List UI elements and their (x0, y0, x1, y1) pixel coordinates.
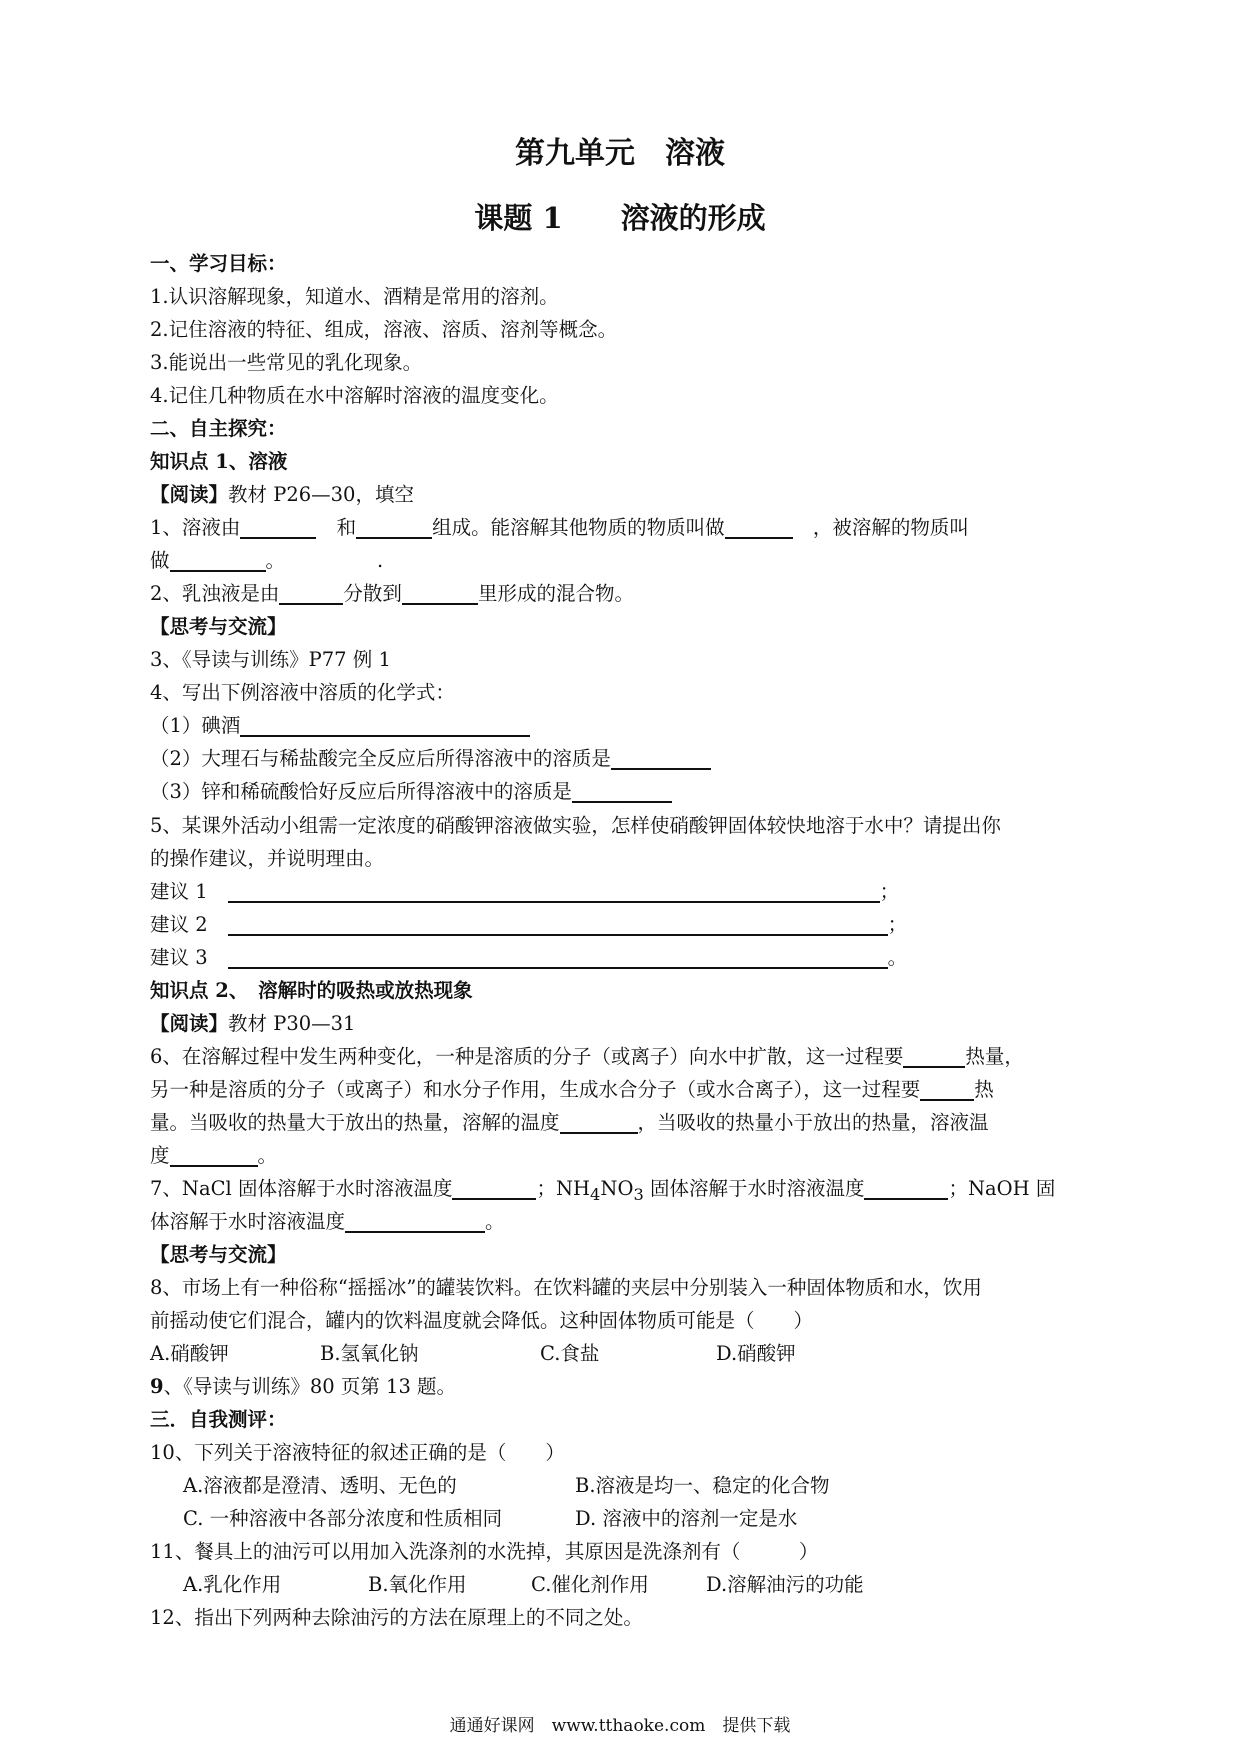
question-1-line-1 (150, 512, 1105, 540)
option-b[interactable]: B.氢氧化钠 (320, 1342, 419, 1365)
option-a[interactable]: A.硝酸钾 (150, 1342, 229, 1365)
q6-text-d: 热 (974, 1078, 994, 1101)
q4-item-3-text: （3）锌和稀硫酸恰好反应后所得溶液中的溶质是 (150, 780, 572, 803)
q1-text-c: 组成。能溶解其他物质的物质叫做 (432, 516, 725, 539)
q2-text-b: 分散到 (343, 582, 402, 605)
q1-text-a: 1、溶液由 (150, 516, 241, 539)
lesson-title: 课题 1 溶液的形成 (474, 201, 766, 235)
q4-item-2-text: （2）大理石与稀盐酸完全反应后所得溶液中的溶质是 (150, 747, 611, 770)
blank-solute-term[interactable] (170, 549, 266, 571)
option-d[interactable]: D.硝酸钾 (716, 1342, 796, 1365)
option-c[interactable]: C.食盐 (540, 1342, 600, 1365)
goal-3: 3.能说出一些常见的乳化现象。 (150, 351, 423, 374)
page-footer: 通通好课网 www.tthaoke.com 提供下载 (449, 1716, 791, 1736)
knowledge-point-1-heading: 知识点 1、溶液 (150, 450, 288, 473)
q7-text-b: ；NH (536, 1177, 591, 1200)
blank-diffusion-heat[interactable] (903, 1045, 965, 1067)
question-2 (150, 578, 1105, 606)
suggestion-3 (150, 942, 1105, 970)
option-11-d[interactable]: D.溶解油污的功能 (706, 1573, 864, 1596)
q7-subscript-3: 3 (633, 1184, 644, 1204)
blank-solute[interactable] (240, 516, 316, 538)
read-text-2: 教材 P30—31 (228, 1012, 356, 1035)
read-text: 教材 P26—30，填空 (228, 483, 414, 506)
suggestion-2-end: ； (887, 913, 908, 936)
suggestion-1 (150, 876, 1105, 904)
q6-text-c: 另一种是溶质的分子（或离子）和水分子作用，生成水合分子（或水合离子），这一过程要 (150, 1078, 921, 1101)
think-and-discuss-1: 【思考与交流】 (150, 615, 287, 638)
section-3-heading: 三．自我测评： (150, 1408, 287, 1431)
q7-text-e: ；NaOH 固 (948, 1177, 1056, 1200)
option-11-a[interactable]: A.乳化作用 (183, 1573, 282, 1596)
blank-solvent-term[interactable] (725, 516, 793, 538)
blank-iodine-tincture[interactable] (240, 714, 530, 736)
suggestion-3-label: 建议 3 (150, 946, 208, 969)
suggestion-2-label: 建议 2 (150, 913, 208, 936)
q9-number: 9 (150, 1375, 164, 1398)
blank-temp-change-1[interactable] (560, 1111, 638, 1133)
blank-droplets[interactable] (279, 582, 343, 604)
question-6-line-2 (150, 1074, 1105, 1102)
q6-text-e: 量。当吸收的热量大于放出的热量，溶解的温度 (150, 1111, 560, 1134)
option-10-c[interactable]: C. 一种溶液中各部分浓度和性质相同 (183, 1507, 503, 1530)
goal-2: 2.记住溶液的特征、组成，溶液、溶质、溶剂等概念。 (150, 318, 618, 341)
q1-text-b: 和 (336, 516, 357, 539)
q2-text-a: 2、乳浊液是由 (150, 582, 280, 605)
q7-text-g: 。 (485, 1210, 505, 1233)
option-10-a[interactable]: A.溶液都是澄清、透明、无色的 (183, 1474, 457, 1497)
reading-note-1 (150, 479, 1105, 507)
question-10-options-row-1 (183, 1470, 1138, 1498)
suggestion-3-end: 。 (887, 946, 908, 969)
q7-text-a: 7、NaCl 固体溶解于水时溶液温度 (150, 1177, 453, 1200)
question-8-line-1: 8、市场上有一种俗称“摇摇冰”的罐装饮料。在饮料罐的夹层中分别装入一种固体物质和水，饮用 (150, 1276, 982, 1299)
q6-text-b: 热量， (965, 1045, 1024, 1068)
question-4-item-2 (150, 743, 1105, 771)
option-10-d[interactable]: D. 溶液中的溶剂一定是水 (575, 1507, 798, 1530)
question-3: 3、《导读与训练》P77 例 1 (150, 648, 391, 671)
q7-text-f: 体溶解于水时溶液温度 (150, 1210, 346, 1233)
goal-1: 1.认识溶解现象，知道水、酒精是常用的溶剂。 (150, 285, 559, 308)
q7-subscript-4: 4 (590, 1184, 601, 1204)
question-9 (150, 1371, 1105, 1399)
q1-text-g: . (377, 549, 384, 572)
q9-text: 、《导读与训练》80 页第 13 题。 (163, 1375, 457, 1398)
suggestion-1-end: ； (879, 880, 900, 903)
question-10: 10、下列关于溶液特征的叙述正确的是（ ） (150, 1441, 565, 1464)
question-1-line-2 (150, 545, 1105, 573)
option-11-c[interactable]: C.催化剂作用 (531, 1573, 649, 1596)
question-5-line-1: 5、某课外活动小组需一定浓度的硝酸钾溶液做实验，怎样使硝酸钾固体较快地溶于水中？请提出你 (150, 814, 1001, 837)
blank-zinc-solute[interactable] (572, 780, 672, 802)
blank-nacl-temp[interactable] (452, 1177, 536, 1199)
q2-text-c: 里形成的混合物。 (477, 582, 634, 605)
blank-nh4no3-temp[interactable] (864, 1177, 948, 1199)
question-8-line-2: 前摇动使它们混合，罐内的饮料温度就会降低。这种固体物质可能是（ ） (150, 1309, 814, 1332)
q1-text-f: 。 (265, 549, 286, 572)
blank-suggestion-1[interactable] (228, 880, 880, 902)
question-7-line-2 (150, 1206, 1105, 1234)
goal-4: 4.记住几种物质在水中溶解时溶液的温度变化。 (150, 384, 559, 407)
blank-suggestion-2[interactable] (228, 913, 888, 935)
question-8-options (150, 1338, 1105, 1366)
section-1-heading: 一、学习目标： (150, 252, 287, 275)
blank-marble-solute[interactable] (611, 747, 711, 769)
option-11-b[interactable]: B.氧化作用 (368, 1573, 467, 1596)
option-10-b[interactable]: B.溶液是均一、稳定的化合物 (575, 1474, 830, 1497)
suggestion-1-label: 建议 1 (150, 880, 208, 903)
q6-text-a: 6、在溶解过程中发生两种变化，一种是溶质的分子（或离子）向水中扩散，这一过程要 (150, 1045, 904, 1068)
question-6-line-4 (150, 1140, 1105, 1168)
question-11-options (183, 1569, 1138, 1597)
q1-text-d: ，被溶解的物质叫 (812, 516, 969, 539)
blank-liquid[interactable] (402, 582, 478, 604)
q6-text-g: 度 (150, 1144, 170, 1167)
blank-suggestion-3[interactable] (228, 946, 888, 968)
unit-title: 第九单元 溶液 (515, 136, 725, 171)
question-4-item-3 (150, 776, 1105, 804)
read-tag-2: 【阅读】 (150, 1012, 229, 1035)
q6-text-h: 。 (257, 1144, 278, 1167)
q4-item-1-text: （1）碘酒 (150, 714, 241, 737)
question-6-line-3 (150, 1107, 1105, 1135)
read-tag: 【阅读】 (150, 483, 229, 506)
suggestion-2 (150, 909, 1105, 937)
think-and-discuss-2: 【思考与交流】 (150, 1243, 287, 1266)
q7-text-c: NO (600, 1177, 634, 1200)
question-12: 12、指出下列两种去除油污的方法在原理上的不同之处。 (150, 1606, 643, 1629)
question-4: 4、写出下例溶液中溶质的化学式： (150, 681, 455, 704)
question-7-line-1 (150, 1173, 1105, 1204)
blank-hydration-heat[interactable] (920, 1078, 974, 1100)
question-11: 11、餐具上的油污可以用加入洗涤剂的水洗掉，其原因是洗涤剂有（ ） (150, 1540, 819, 1563)
blank-solvent[interactable] (356, 516, 432, 538)
reading-note-2 (150, 1008, 1105, 1036)
q6-text-f: ，当吸收的热量小于放出的热量，溶液温 (637, 1111, 989, 1134)
question-4-item-1 (150, 710, 1105, 738)
blank-naoh-temp[interactable] (345, 1210, 485, 1232)
question-10-options-row-2 (183, 1503, 1138, 1531)
question-6-line-1 (150, 1041, 1105, 1069)
blank-temp-change-2[interactable] (170, 1144, 258, 1166)
q1-text-e: 做 (150, 549, 170, 572)
q7-text-d: 固体溶解于水时溶液温度 (643, 1177, 865, 1200)
question-5-line-2: 的操作建议，并说明理由。 (150, 847, 385, 870)
knowledge-point-2-heading: 知识点 2、 溶解时的吸热或放热现象 (150, 979, 473, 1002)
section-2-heading: 二、自主探究： (150, 417, 287, 440)
